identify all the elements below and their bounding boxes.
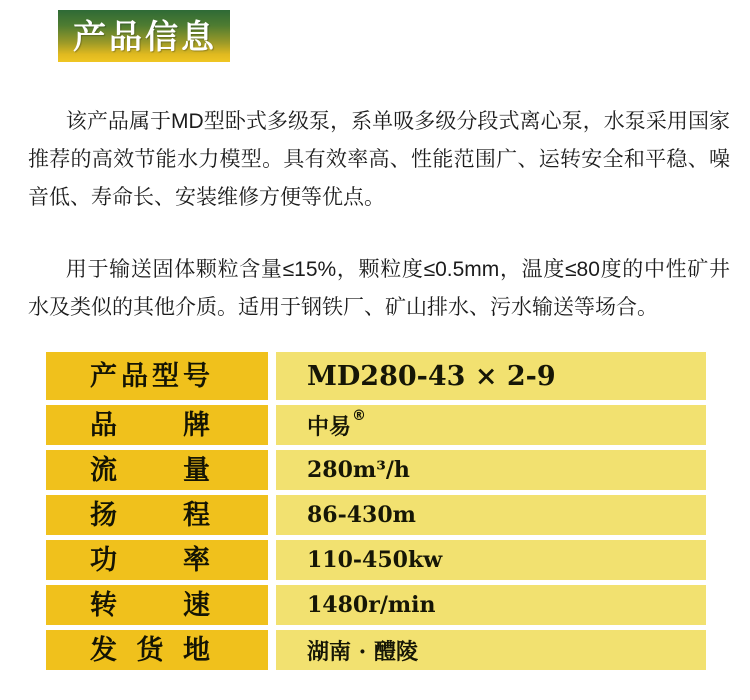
spec-value-power (276, 540, 706, 580)
description-paragraph-2: 用于输送固体颗粒含量≤15%，颗粒度≤0.5mm，温度≤80度的中性矿井水及类似的其他介质。适用于钢铁厂、矿山排水、污水输送等场合。 (28, 258, 730, 319)
spec-value-flow (276, 450, 706, 490)
spec-label-text: 品 牌 (90, 409, 210, 440)
spec-label-text: 流 量 (90, 454, 210, 485)
table-row (46, 405, 706, 445)
spec-value-text: 86-430m (307, 502, 416, 528)
table-row (46, 540, 706, 580)
spec-value-text: MD280-43 × 2-9 (307, 360, 556, 392)
spec-value-speed (276, 585, 706, 625)
spec-label-text: 发 货 地 (90, 634, 210, 665)
spec-label-text: 功 率 (90, 544, 210, 575)
product-description (0, 103, 750, 327)
spec-label-flow (46, 450, 268, 490)
spec-value-text: 280m³/h (307, 457, 410, 483)
spec-value-ship-from (276, 630, 706, 670)
spec-label-text: 转 速 (90, 589, 210, 620)
table-row (46, 495, 706, 535)
table-row (46, 630, 706, 670)
spec-label-power (46, 540, 268, 580)
spec-label-text: 产 品 型 号 (90, 360, 210, 391)
table-row (46, 585, 706, 625)
spec-table (46, 352, 706, 670)
table-row (46, 450, 706, 490)
spec-value-text: 110-450kw (307, 547, 443, 573)
spec-value-brand (276, 405, 706, 445)
spec-value-text: 1480r/min (307, 592, 436, 618)
spec-label-head (46, 495, 268, 535)
spec-value-model (276, 352, 706, 400)
spec-label-text: 扬 程 (90, 499, 210, 530)
spec-label-model (46, 352, 268, 400)
spec-value-head (276, 495, 706, 535)
section-header-badge (58, 10, 230, 62)
table-row (46, 352, 706, 400)
spec-label-ship-from (46, 630, 268, 670)
registered-trademark-mark: ® (352, 408, 367, 424)
spec-label-speed (46, 585, 268, 625)
description-paragraph-1: 该产品属于MD型卧式多级泵，系单吸多级分段式离心泵，水泵采用国家推荐的高效节能水力模型。具有效率高、性能范围广、运转安全和平稳、噪音低、寿命长、安装维修方便等优点。 (28, 110, 730, 209)
spec-label-brand (46, 405, 268, 445)
spec-value-text: 中易 (307, 413, 352, 440)
spec-value-text: 湖南 · 醴陵 (307, 638, 418, 665)
section-title: 产品信息 (73, 17, 217, 55)
